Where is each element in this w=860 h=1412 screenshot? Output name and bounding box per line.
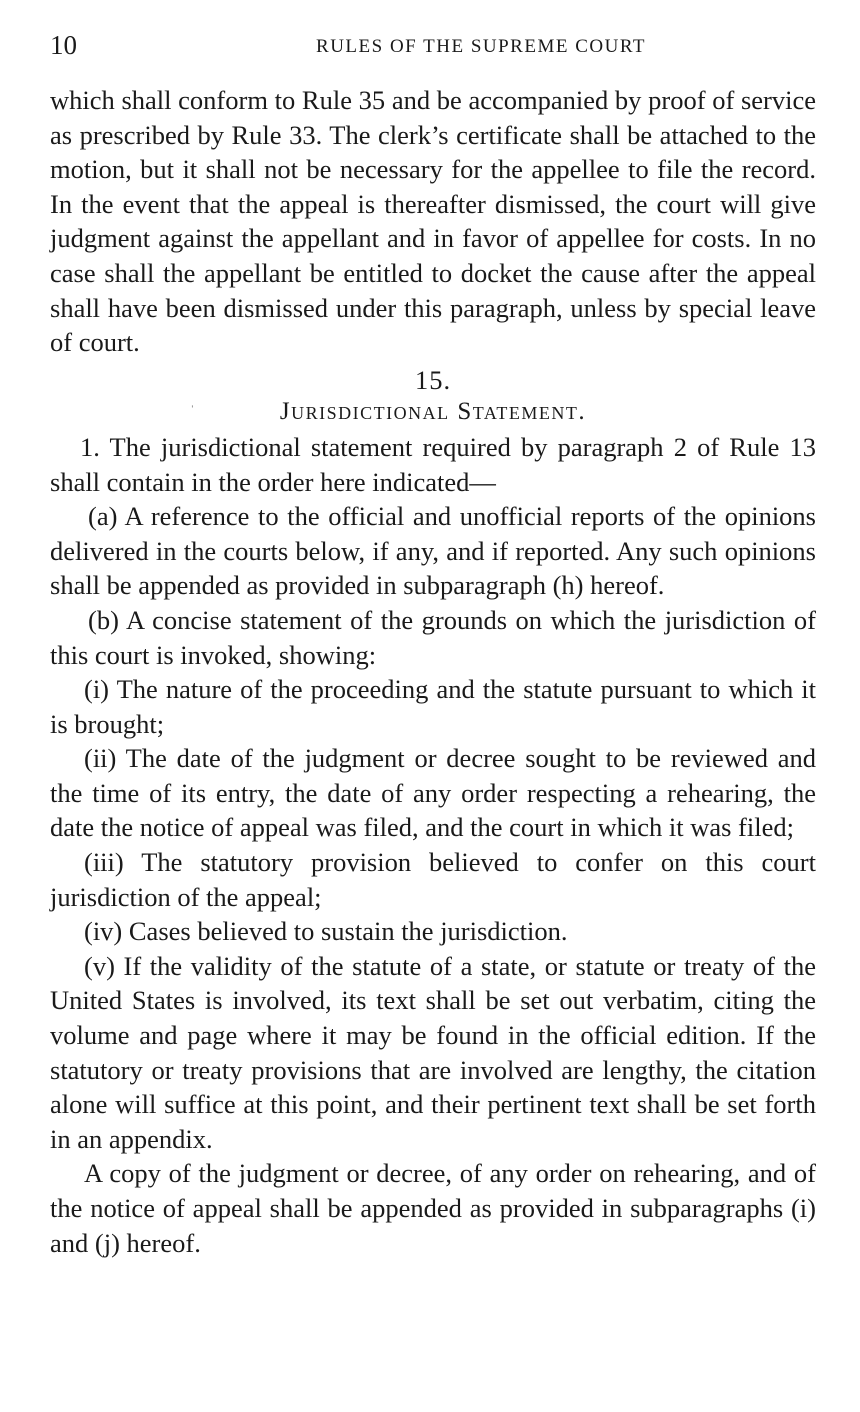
running-head (50, 28, 816, 64)
clause-iii: (iii) The statutory provision believed to confer on this court jurisdiction of the appeal; (50, 847, 816, 912)
copy-paragraph: A copy of the judgment or decree, of any order on rehearing, and of the notice of appeal shall be appended as provided in subparagraphs (i) and (j) hereof. (50, 1158, 816, 1258)
section-number: 15. (414, 364, 452, 395)
page-number: 10 (50, 30, 77, 60)
print-speck: ˈ (190, 404, 195, 419)
clause-ii: (ii) The date of the judgment or decree sought to be reviewed and the time of its entry, the date of any order respecting a rehearing, the date the notice of appeal was filed, and the court in which it was filed; (50, 743, 816, 843)
continuation-paragraph: which shall conform to Rule 35 and be accompanied by proof of service as prescribed by Rule 33. The clerk’s certificate shall be attached to the motion, but it shall not be necessary for the appellee to file the record. In the event that the appeal is thereafter dismissed, the court will give judgment against the appellant and in favor of appellee for costs. In no case shall the appellant be entitled to docket the cause after the appeal shall have been dismissed under this paragraph, unless by special leave of court. (50, 85, 816, 358)
clause-iv: (iv) Cases believed to sustain the jurisdiction. (84, 916, 568, 947)
subparagraph-a: (a) A reference to the official and unofficial reports of the opinions delivered in the courts below, if any, and if reported. Any such opinions shall be appended as provided in subparagraph (h) hereof. (50, 501, 816, 601)
section-title: Jurisdictional Statement. (279, 398, 587, 426)
clause-v: (v) If the validity of the statute of a state, or statute or treaty of the United States is involved, its text shall be set out verbatim, citing the volume and page where it may be found in the official edition. If the statutory or treaty provisions that are involved are lengthy, the citation alone will suffice at this point, and their pertinent text shall be set forth in an appendix. (50, 950, 816, 1154)
running-title: RULES OF THE SUPREME COURT (316, 36, 646, 57)
paragraph-1: 1. The jurisdictional statement required by paragraph 2 of Rule 13 shall contain in the order here indicated— (50, 431, 816, 497)
body-text (50, 83, 816, 1260)
subparagraph-b: (b) A concise statement of the grounds on which the jurisdiction of this court is invoked, showing: (50, 604, 816, 670)
clause-i: (i) The nature of the proceeding and the statute pursuant to which it is brought; (50, 674, 816, 739)
